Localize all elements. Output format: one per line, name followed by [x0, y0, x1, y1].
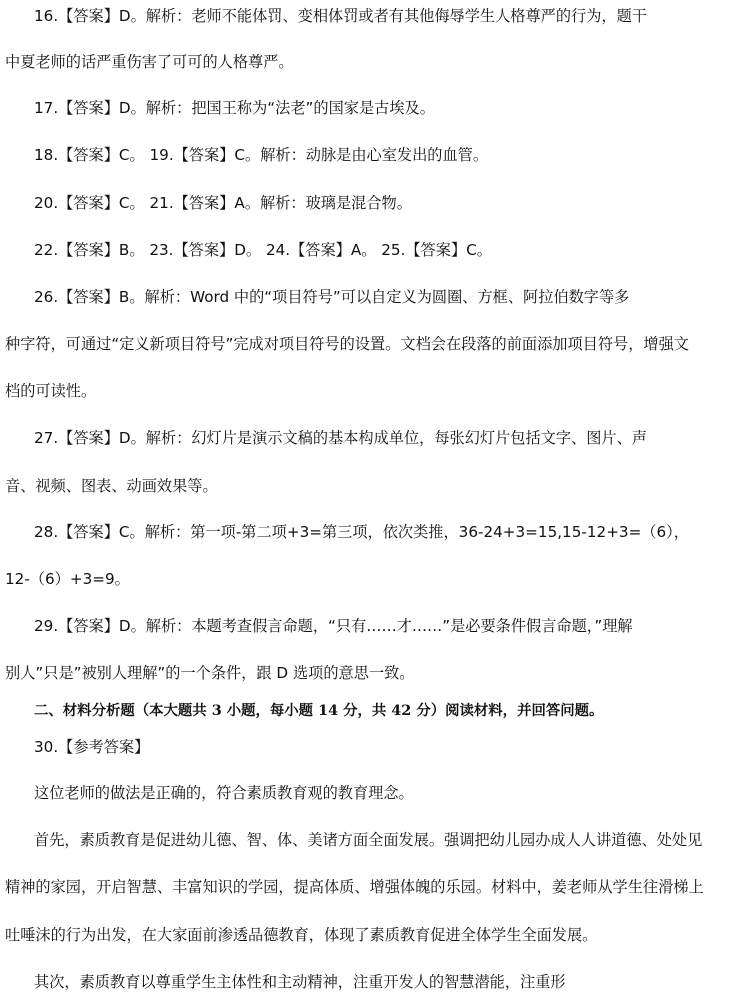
answer-26-line-2: 种字符，可通过“定义新项目符号”完成对项目符号的设置。文档会在段落的前面添加项目符号，增强文: [5, 335, 689, 353]
answer-29-line-2: 别人”只是”被别人理解”的一个条件，跟 D 选项的意思一致。: [5, 664, 415, 682]
answer-30-paragraph-2-line-1: 首先，素质教育是促进幼儿德、智、体、美诸方面全面发展。强调把幼儿园办成人人讲道德、处处见: [34, 831, 703, 849]
answer-26-line-1: 26.【答案】B。解析：Word 中的“项目符号”可以自定义为圆圈、方框、阿拉伯数字等多: [34, 288, 630, 306]
answer-30-paragraph-3-line-1: 其次，素质教育以尊重学生主体性和主动精神，注重开发人的智慧潜能，注重形: [34, 973, 566, 991]
section-heading-material-analysis: 二、材料分析题（本大题共 3 小题，每小题 14 分，共 42 分）阅读材料，并回答问题。: [34, 702, 604, 719]
answer-22-25: 22.【答案】B。 23.【答案】D。 24.【答案】A。 25.【答案】C。: [34, 241, 492, 259]
answer-30-paragraph-2-line-2: 精神的家园，开启智慧、丰富知识的学园，提高体质、增强体魄的乐园。材料中，姜老师从学生往滑梯上: [5, 878, 704, 896]
answer-28-line-2: 12-（6）+3=9。: [5, 570, 130, 588]
answer-27-line-1: 27.【答案】D。解析：幻灯片是演示文稿的基本构成单位，每张幻灯片包括文字、图片、声: [34, 429, 647, 447]
answer-27-line-2: 音、视频、图表、动画效果等。: [5, 477, 218, 495]
answer-29-line-1: 29.【答案】D。解析：本题考查假言命题，“只有……才……”是必要条件假言命题，”理解: [34, 617, 633, 635]
answer-20-21: 20.【答案】C。 21.【答案】A。解析：玻璃是混合物。: [34, 194, 412, 212]
answer-18-19: 18.【答案】C。 19.【答案】C。解析：动脉是由心室发出的血管。: [34, 146, 489, 164]
answer-16-line-2: 中夏老师的话严重伤害了可可的人格尊严。: [5, 53, 294, 71]
answer-28-line-1: 28.【答案】C。解析：第一项-第二项+3=第三项，依次类推，36-24+3=15,15-12+3=（6），: [34, 523, 689, 541]
answer-17: 17.【答案】D。解析：把国王称为“法老”的国家是古埃及。: [34, 99, 435, 117]
answer-16-line-1: 16.【答案】D。解析：老师不能体罚、变相体罚或者有其他侮辱学生人格尊严的行为，题干: [34, 7, 647, 25]
answer-30-heading: 30.【参考答案】: [34, 738, 150, 756]
answer-30-paragraph-1: 这位老师的做法是正确的，符合素质教育观的教育理念。: [34, 784, 414, 802]
answer-26-line-3: 档的可读性。: [5, 382, 97, 400]
answer-30-paragraph-2-line-3: 吐唾沫的行为出发，在大家面前渗透品德教育，体现了素质教育促进全体学生全面发展。: [5, 926, 598, 944]
